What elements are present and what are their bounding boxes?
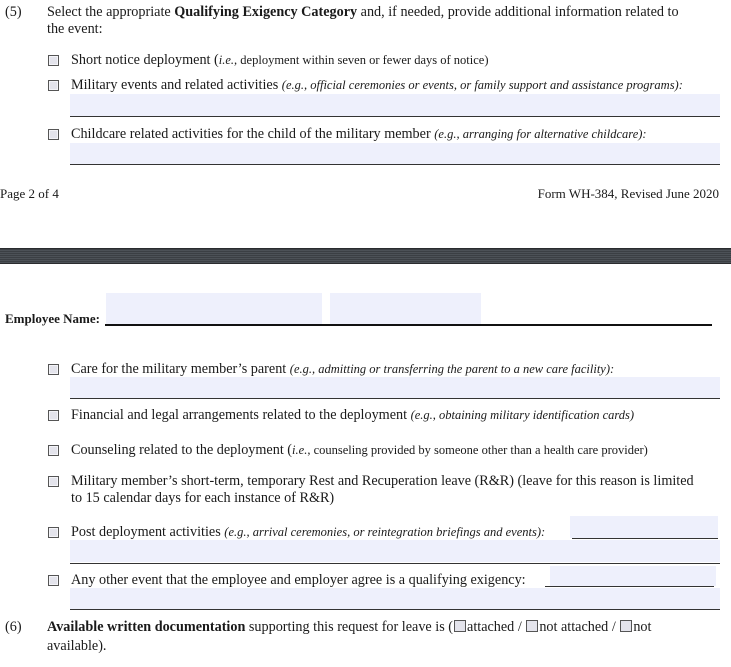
checkbox-short-notice-deployment[interactable] [48, 55, 59, 66]
checkbox-parental-care[interactable] [48, 364, 59, 375]
employee-first-name-field[interactable] [106, 293, 322, 324]
checkbox-childcare[interactable] [48, 129, 59, 140]
page-number: Page 2 of 4 [0, 186, 59, 201]
form-revision: Form WH-384, Revised June 2020 [537, 186, 719, 201]
checkbox-not-available[interactable] [620, 620, 632, 632]
page-separator [0, 248, 731, 264]
option-parental-care: Care for the military member’s parent (e.g., admitting or transferring the parent to a new care facility): [71, 361, 615, 377]
other-event-underline1 [545, 586, 714, 587]
option-rest-recuperation-line2: to 15 calendar days for each instance of R&R) [71, 490, 335, 506]
option-post-deployment: Post deployment activities (e.g., arrival ceremonies, or reintegration briefings and events): [71, 524, 546, 540]
childcare-underline [70, 164, 720, 165]
section-6-text: Available written documentation supporting this request for leave is ( attached / not attached / not [47, 619, 652, 635]
section-6-number: (6) [5, 619, 22, 635]
option-other-event: Any other event that the employee and employer agree is a qualifying exigency: [71, 572, 526, 588]
employee-name-label: Employee Name: [5, 311, 100, 326]
intro-bold: Qualifying Exigency Category [174, 4, 358, 20]
option-childcare: Childcare related activities for the child of the military member (e.g., arranging for alternative childcare): [71, 126, 647, 142]
section-5-intro [47, 4, 679, 21]
other-event-underline2 [70, 609, 720, 610]
option-financial-legal: Financial and legal arrangements related to the deployment (e.g., obtaining military identification cards) [71, 407, 635, 423]
option-counseling: Counseling related to the deployment (i.e., counseling provided by someone other than a health care provider) [71, 442, 648, 458]
post-deployment-field[interactable] [70, 540, 720, 562]
post-deployment-underline1 [572, 538, 718, 539]
option-rest-recuperation: Military member’s short-term, temporary Rest and Recuperation leave (R&R) (leave for this reason is limited [71, 473, 694, 489]
checkbox-other-event[interactable] [48, 575, 59, 586]
intro-text: Select the appropriate [47, 4, 175, 20]
option-short-notice-deployment: Short notice deployment (i.e., deployment within seven or fewer days of notice) [71, 52, 489, 68]
checkbox-rest-recuperation[interactable] [48, 476, 59, 487]
section-5-intro-line2: the event: [47, 21, 103, 37]
intro-text-post: and, if needed, provide additional information related to [357, 4, 679, 20]
checkbox-post-deployment[interactable] [48, 527, 59, 538]
section-6-text-line2: available). [47, 638, 107, 654]
military-events-underline [70, 116, 720, 117]
childcare-field[interactable] [70, 143, 720, 164]
parental-care-underline [70, 398, 720, 399]
option-military-events: Military events and related activities (e.g., official ceremonies or events, or family support and assistance programs): [71, 77, 683, 93]
checkbox-attached[interactable] [454, 620, 466, 632]
section-5-number: (5) [5, 4, 22, 20]
military-events-field[interactable] [70, 94, 720, 116]
parental-care-field[interactable] [70, 377, 720, 398]
checkbox-financial-legal[interactable] [48, 410, 59, 421]
post-deployment-field-line1[interactable] [570, 516, 718, 538]
other-event-field-line1[interactable] [550, 566, 716, 586]
employee-last-name-field[interactable] [330, 293, 481, 324]
checkbox-counseling[interactable] [48, 445, 59, 456]
post-deployment-underline2 [70, 563, 720, 564]
employee-name-underline [105, 324, 712, 326]
checkbox-military-events[interactable] [48, 80, 59, 91]
other-event-field[interactable] [70, 588, 720, 609]
checkbox-not-attached[interactable] [526, 620, 538, 632]
